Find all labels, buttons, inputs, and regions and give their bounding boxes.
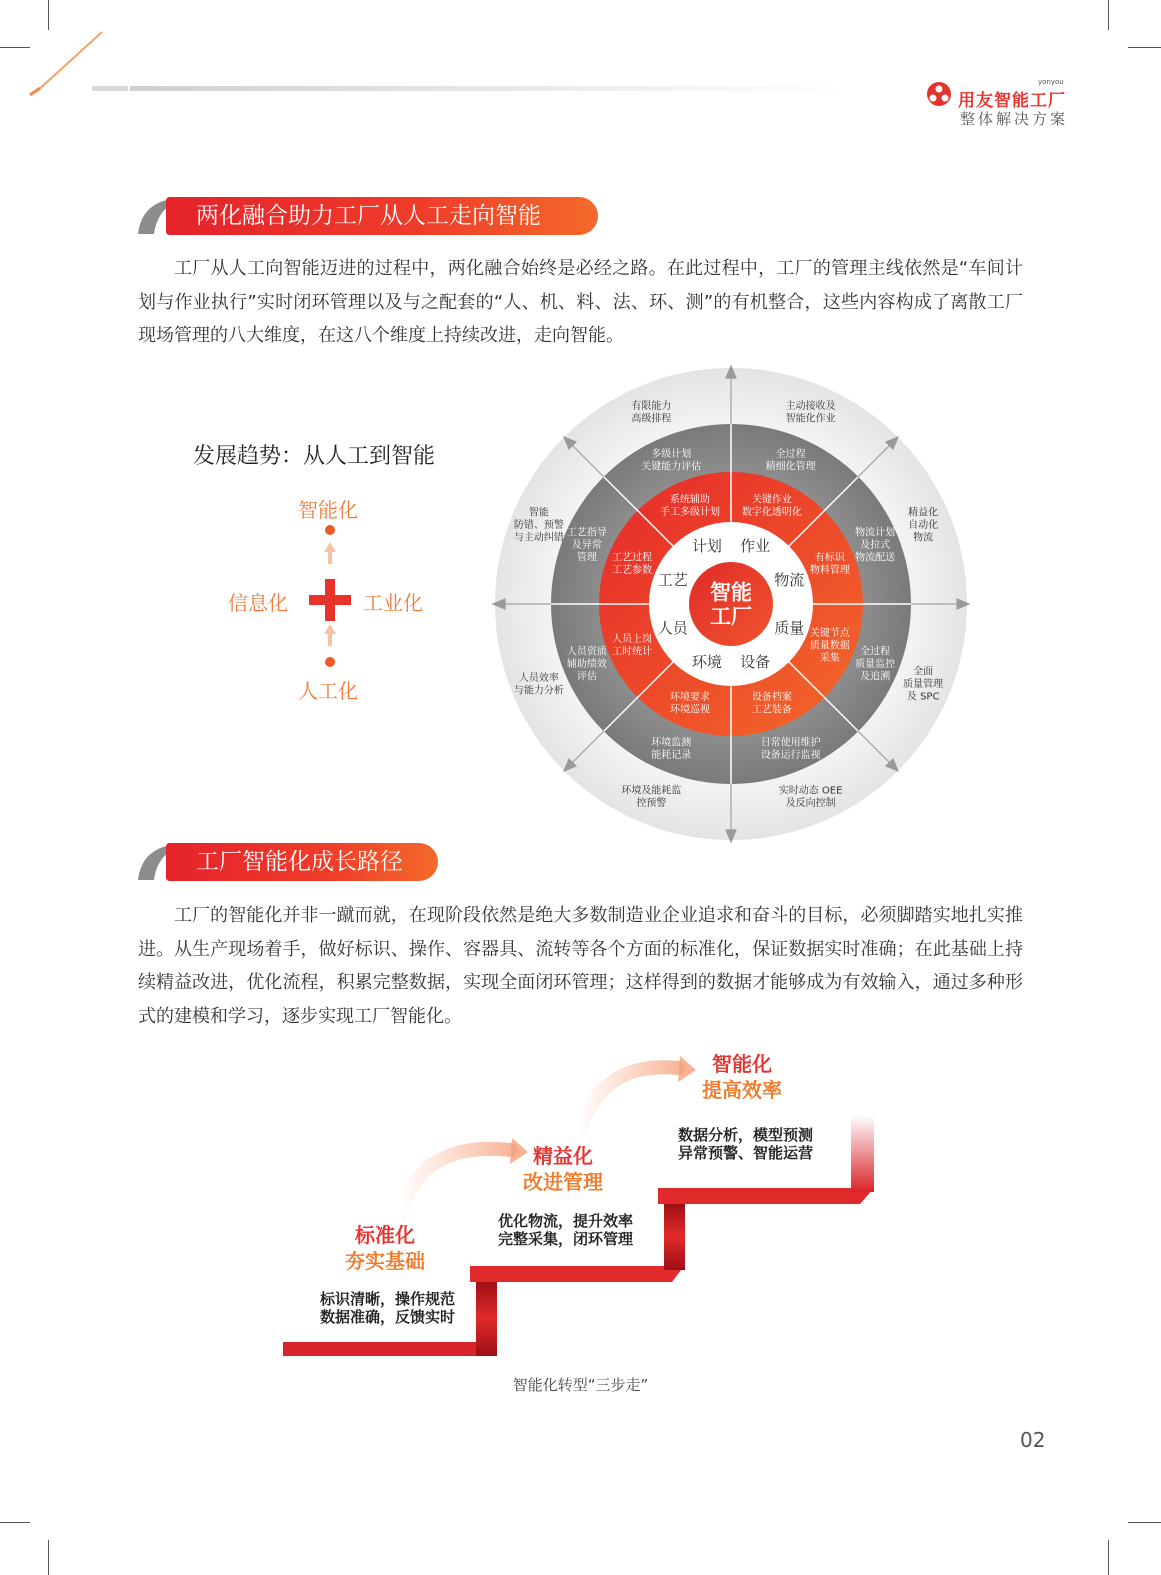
wheel-outer-label-line: 有限能力 <box>631 401 672 413</box>
wheel-red-label-line: 物料管理 <box>809 564 850 576</box>
wheel-outer-label <box>779 783 843 809</box>
wheel-red-label-line: 设备档案 <box>751 692 792 704</box>
wheel-outer-label <box>786 399 836 425</box>
wheel-red-label-line: 工艺装备 <box>751 704 792 716</box>
wheel-outer-label-line: 防错、预警 <box>513 519 564 531</box>
wheel-gray-label-line: 评估 <box>576 671 597 683</box>
wheel-red-label-line: 工时统计 <box>612 646 653 658</box>
trend-top-label: 智能化 <box>298 498 358 522</box>
trend-graphic <box>300 520 360 670</box>
section2-paragraph <box>138 899 1023 1033</box>
trend-left-label: 信息化 <box>228 591 288 615</box>
wheel-gray-label-line: 工艺指导 <box>566 527 607 539</box>
wheel-outer-label-line: 及 SPC <box>906 691 940 703</box>
brand-logo-icon <box>922 80 956 108</box>
wheel-red-label-line: 质量数据 <box>809 640 850 652</box>
wheel-red-label-line: 工艺参数 <box>612 564 653 576</box>
wheel-gray-label-line: 物流计划 <box>855 527 896 539</box>
wheel-dimension: 物流 <box>774 570 805 589</box>
wheel-gray-label-line: 及追溯 <box>860 671 891 683</box>
wheel-dimension: 作业 <box>740 536 771 555</box>
section1-paragraph <box>138 252 1023 353</box>
crop-mark <box>48 1540 49 1575</box>
wheel-outer-label-line: 智能化作业 <box>785 413 836 425</box>
wheel-gray-label-line: 设备运行监视 <box>760 749 821 761</box>
crop-mark <box>1128 47 1161 48</box>
section1-title: 两化融合助力工厂从人工走向智能 <box>166 197 598 235</box>
wheel-dimension: 工艺 <box>657 570 688 589</box>
wheel-red-label-line: 系统辅助 <box>670 494 711 506</box>
wheel-red-label-line: 手工多级计划 <box>660 506 721 518</box>
step2-title <box>503 1143 623 1195</box>
step1-desc-line2: 数据准确，反馈实时 <box>320 1308 456 1326</box>
wheel-outer-label-line: 控预警 <box>636 797 667 809</box>
step3-title <box>682 1051 802 1103</box>
wheel-red-label-line: 环境要求 <box>670 692 711 704</box>
wheel-gray-label-line: 管理 <box>576 552 597 564</box>
section2-title: 工厂智能化成长路径 <box>166 843 438 881</box>
wheel-dimension: 设备 <box>740 653 771 672</box>
wheel-outer-label-line: 及反向控制 <box>785 797 836 809</box>
wheel-gray-label-line: 关键能力评估 <box>641 461 702 473</box>
wheel-red-label-line: 工艺过程 <box>612 552 653 564</box>
wheel-dimension: 质量 <box>774 619 805 638</box>
wheel-gray-label-line: 物流配送 <box>855 552 896 564</box>
wheel-outer-label-line: 主动接收及 <box>785 401 836 413</box>
wheel-dimension: 人员 <box>657 619 688 638</box>
wheel-outer-label-line: 与主动纠错 <box>513 532 564 544</box>
step1-desc-line1: 标识清晰，操作规范 <box>320 1290 456 1308</box>
wheel-gray-label-line: 多级计划 <box>651 449 692 461</box>
crop-mark <box>1108 1540 1109 1575</box>
step2-desc-line1: 优化物流，提升效率 <box>498 1212 634 1230</box>
wheel-gray-label <box>651 735 691 761</box>
wheel-gray-label-line: 质量监控 <box>855 659 896 671</box>
wheel-outer-label-line: 与能力分析 <box>513 685 564 697</box>
trend-bottom-label: 人工化 <box>298 679 358 703</box>
step1-desc <box>320 1290 455 1326</box>
wheel-outer-label-line: 高级排程 <box>631 413 672 425</box>
step3-title-line1: 智能化 <box>712 1052 772 1076</box>
wheel-red-label-line: 环境巡视 <box>670 704 711 716</box>
trend-right-label: 工业化 <box>363 591 423 615</box>
crop-mark <box>1108 0 1109 30</box>
wheel-gray-label <box>855 525 895 563</box>
wheel-red-label-line: 有标识 <box>814 552 845 564</box>
crop-mark <box>0 1522 30 1523</box>
wheel-outer-label-line: 全面 <box>913 666 934 678</box>
step3-desc-line2: 异常预警、智能运营 <box>678 1144 814 1162</box>
wheel-center <box>710 580 752 628</box>
page-number: 02 <box>1020 1428 1046 1452</box>
wheel-red-label-line: 关键节点 <box>809 627 850 639</box>
wheel-outer-label-line: 自动化 <box>908 519 939 531</box>
wheel-red-label <box>670 690 710 716</box>
wheel-center-line: 智能 <box>710 580 752 605</box>
wheel-gray-label <box>761 735 821 761</box>
header-decoration <box>0 0 900 100</box>
brand-small-text: yonyou <box>1038 78 1064 86</box>
step3-title-line2: 提高效率 <box>702 1078 782 1102</box>
staircase-caption: 智能化转型“三步走” <box>512 1376 649 1394</box>
wheel-dimension: 计划 <box>691 536 722 555</box>
crop-mark <box>1128 1522 1161 1523</box>
eight-dimension-wheel <box>490 365 975 845</box>
step1-title-line1: 标准化 <box>355 1223 415 1247</box>
step1-title <box>325 1222 445 1274</box>
wheel-outer-label <box>514 671 564 697</box>
step1-title-line2: 夯实基础 <box>345 1249 425 1273</box>
wheel-outer-label-line: 环境及能耗监 <box>621 785 682 797</box>
section1-paragraph-text: 工厂从人工向智能迈进的过程中，两化融合始终是必经之路。在此过程中，工厂的管理主线依然是“车间计划与作业执行”实时闭环管理以及与之配套的“人、机、料、法、环、测”的有机整合，这些内容构成了离散工厂现场管理的八大维度，在这八个维度上持续改进，走向智能。 <box>138 258 1023 346</box>
wheel-gray-label-line: 精细化管理 <box>765 461 816 473</box>
wheel-outer-label-line: 物流 <box>913 532 934 544</box>
section2-paragraph-text: 工厂的智能化并非一蹴而就，在现阶段依然是绝大多数制造业企业追求和奋斗的目标，必须脚踏实地扎实推进。从生产现场着手，做好标识、操作、容器具、流转等各个方面的标准化，保证数据实时准确；在此基础上持续精益改进，优化流程，积累完整数据，实现全面闭环管理；这样得到的数据才能够成为有效输入，通过多种形式的建模和学习，逐步实现工厂智能化。 <box>138 905 1023 1027</box>
wheel-gray-label-line: 及异常 <box>571 539 602 551</box>
step2-title-line2: 改进管理 <box>523 1170 603 1194</box>
wheel-red-label-line: 采集 <box>819 652 840 664</box>
wheel-red-label <box>612 632 652 658</box>
wheel-red-label-line: 关键作业 <box>751 494 792 506</box>
wheel-gray-label <box>855 645 895 683</box>
brand-name: 用友智能工厂 <box>958 91 1066 111</box>
step2-desc-line2: 完整采集，闭环管理 <box>498 1230 634 1248</box>
wheel-gray-label-line: 能耗记录 <box>651 749 692 761</box>
wheel-red-label <box>612 550 652 576</box>
wheel-red-label <box>810 550 850 576</box>
wheel-gray-label-line: 人员资质 <box>566 646 607 658</box>
wheel-outer-label-line: 质量管理 <box>903 679 944 691</box>
wheel-gray-label-line: 日常使用维护 <box>760 737 821 749</box>
step3-desc-line1: 数据分析，模型预测 <box>678 1126 814 1144</box>
wheel-gray-label-line: 及拉式 <box>860 539 891 551</box>
wheel-gray-label-line: 辅助绩效 <box>566 659 607 671</box>
trend-title: 发展趋势：从人工到智能 <box>193 444 436 469</box>
step2-desc <box>498 1212 633 1248</box>
step3-desc <box>678 1126 813 1162</box>
wheel-outer-label-line: 智能 <box>528 507 549 519</box>
wheel-red-label-line: 数字化透明化 <box>741 506 802 518</box>
wheel-outer-label-line: 实时动态 OEE <box>778 785 843 797</box>
wheel-gray-label-line: 环境监测 <box>651 737 692 749</box>
wheel-outer-label-line: 人员效率 <box>518 672 559 684</box>
brand-tagline: 整体解决方案 <box>960 110 1069 128</box>
wheel-outer-label <box>631 399 671 425</box>
wheel-red-label-line: 人员上岗 <box>612 634 653 646</box>
wheel-center-line: 工厂 <box>710 604 752 629</box>
wheel-gray-label-line: 全过程 <box>775 449 806 461</box>
wheel-red-label <box>752 690 792 716</box>
wheel-dimension: 环境 <box>691 653 722 672</box>
wheel-gray-label-line: 全过程 <box>860 646 891 658</box>
step2-title-line1: 精益化 <box>533 1144 593 1168</box>
wheel-outer-label-line: 精益化 <box>908 507 939 519</box>
